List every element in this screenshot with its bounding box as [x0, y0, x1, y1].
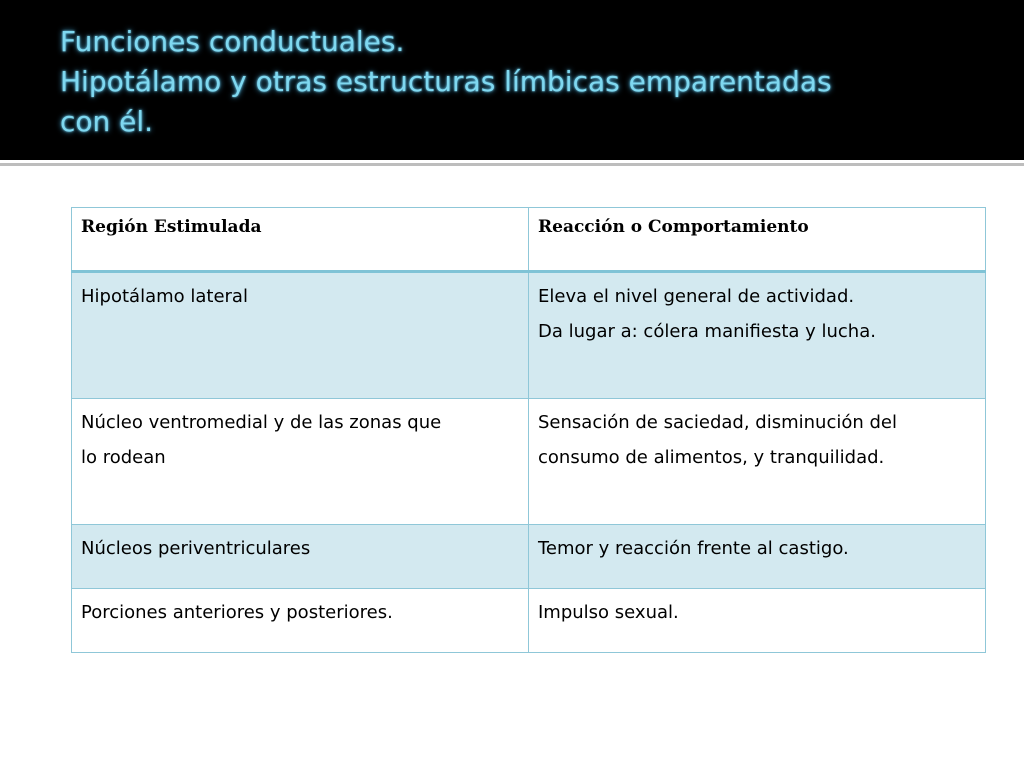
- slide-title-line-3: con él.: [60, 105, 154, 138]
- title-divider: [0, 163, 1024, 166]
- region-cell: Hipotálamo lateral: [72, 272, 529, 399]
- region-cell: Porciones anteriores y posteriores.: [72, 589, 529, 653]
- region-line: lo rodean: [81, 447, 166, 468]
- reaction-line: Eleva el nivel general de actividad.: [538, 286, 855, 307]
- table-row: [72, 399, 986, 525]
- slide-title-line-1: Funciones conductuales.: [60, 25, 405, 58]
- reaction-line: Sensación de saciedad, disminución del: [538, 412, 897, 433]
- header-region: Región Estimulada: [72, 208, 529, 272]
- reaction-cell: Temor y reacción frente al castigo.: [529, 525, 986, 589]
- reaction-cell: Impulso sexual.: [529, 589, 986, 653]
- table-row: [72, 272, 986, 399]
- title-bar: [0, 0, 1024, 160]
- comparison-table: [71, 207, 986, 653]
- reaction-line: Da lugar a: cólera manifiesta y lucha.: [538, 321, 876, 342]
- table-header-row: [72, 208, 986, 272]
- region-cell: [72, 399, 529, 525]
- reaction-cell: [529, 399, 986, 525]
- table-row: [72, 525, 986, 589]
- slide-title-line-2: Hipotálamo y otras estructuras límbicas emparentadas: [60, 65, 832, 98]
- table-row: [72, 589, 986, 653]
- header-reaction: Reacción o Comportamiento: [529, 208, 986, 272]
- region-cell: Núcleos periventriculares: [72, 525, 529, 589]
- reaction-line: consumo de alimentos, y tranquilidad.: [538, 447, 885, 468]
- reaction-cell: [529, 272, 986, 399]
- region-line: Núcleo ventromedial y de las zonas que: [81, 412, 442, 433]
- slide-title: [60, 22, 1000, 142]
